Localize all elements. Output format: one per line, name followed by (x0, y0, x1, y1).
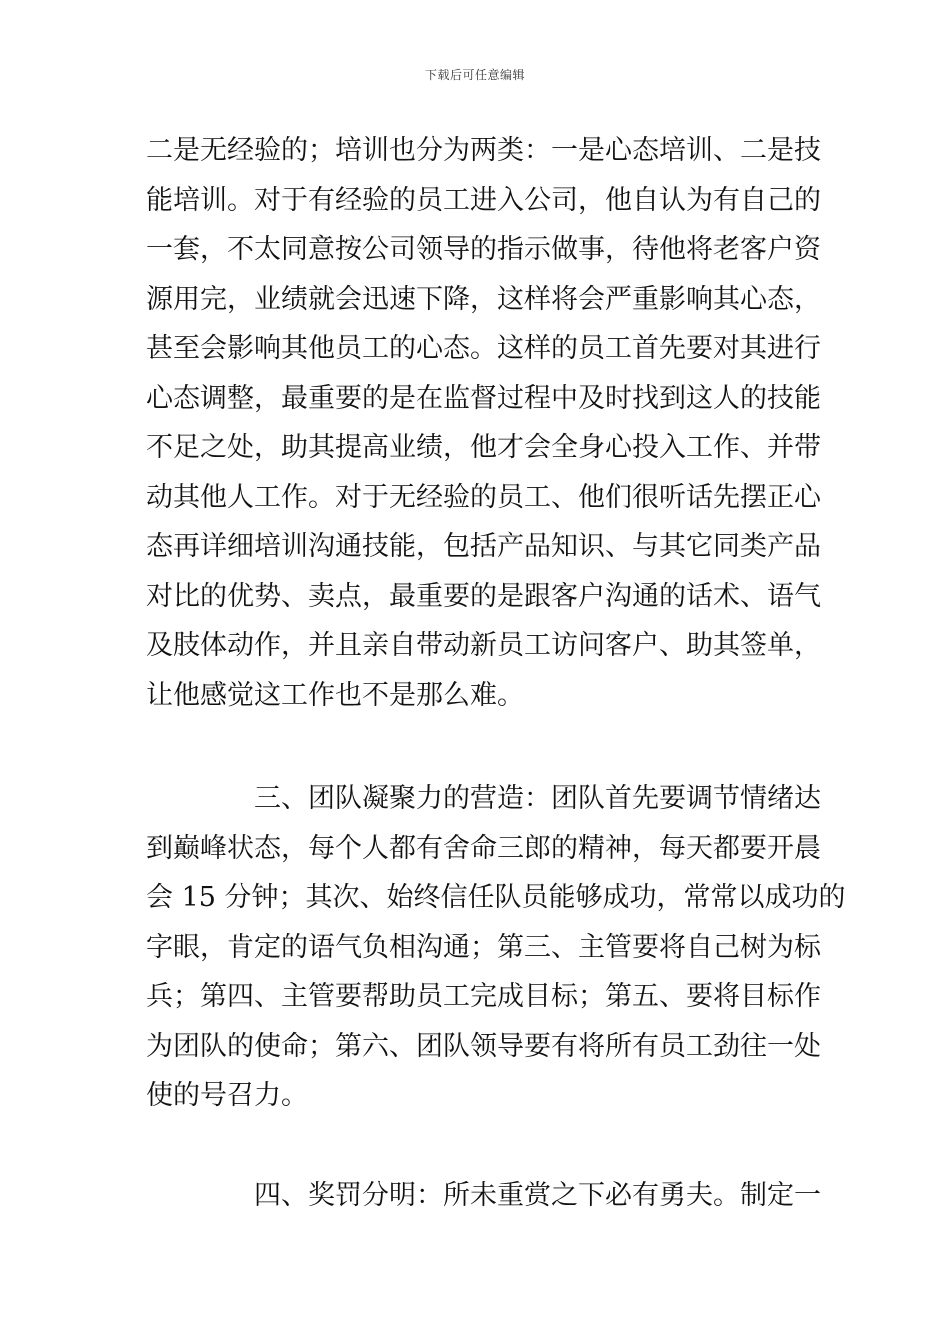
text-line: 一套，不太同意按公司领导的指示做事，待他将老客户资 (146, 234, 821, 265)
text-line: 字眼，肯定的语气负相沟通；第三、主管要将自己树为标 (146, 931, 821, 963)
paragraph-rewards (146, 1171, 821, 1221)
text-line: 为团队的使命；第六、团队领导要有将所有员工劲往一处 (146, 1030, 821, 1062)
text-line: 动其他人工作。对于无经验的员工、他们很听话先摆正心 (146, 481, 821, 513)
text-line: 态再详细培训沟通技能，包括产品知识、与其它同类产品 (146, 531, 821, 562)
text-line: 会 15 分钟；其次、始终信任队员能够成功，常常以成功的 (146, 882, 846, 913)
text-line: 源用完，业绩就会迅速下降，这样将会严重影响其心态， (146, 283, 821, 315)
text-line: 让他感觉这工作也不是那么难。 (146, 679, 524, 711)
paragraph-training (146, 126, 821, 720)
text-line: 三、团队凝聚力的营造：团队首先要调节情绪达 (254, 783, 821, 814)
text-line: 及肢体动作，并且亲自带动新员工访问客户、助其签单， (146, 630, 821, 661)
text-line: 到巅峰状态，每个人都有舍命三郎的精神，每天都要开晨 (146, 832, 821, 864)
text-line: 心态调整，最重要的是在监督过程中及时找到这人的技能 (146, 382, 821, 414)
text-line: 兵；第四、主管要帮助员工完成目标；第五、要将目标作 (146, 981, 821, 1012)
page-header: 下载后可任意编辑 (424, 68, 525, 82)
paragraph-team-cohesion (146, 774, 846, 1121)
text-line: 对比的优势、卖点，最重要的是跟客户沟通的话术、语气 (146, 580, 821, 612)
text-line: 四、奖罚分明：所未重赏之下必有勇夫。制定一 (254, 1180, 821, 1211)
text-line: 甚至会影响其他员工的心态。这样的员工首先要对其进行 (146, 333, 821, 364)
text-line: 不足之处，助其提高业绩，他才会全身心投入工作、并带 (146, 432, 821, 463)
text-line: 使的号召力。 (146, 1080, 308, 1111)
text-line: 二是无经验的；培训也分为两类：一是心态培训、二是技 (146, 135, 821, 166)
text-line: 能培训。对于有经验的员工进入公司，他自认为有自己的 (146, 184, 821, 216)
